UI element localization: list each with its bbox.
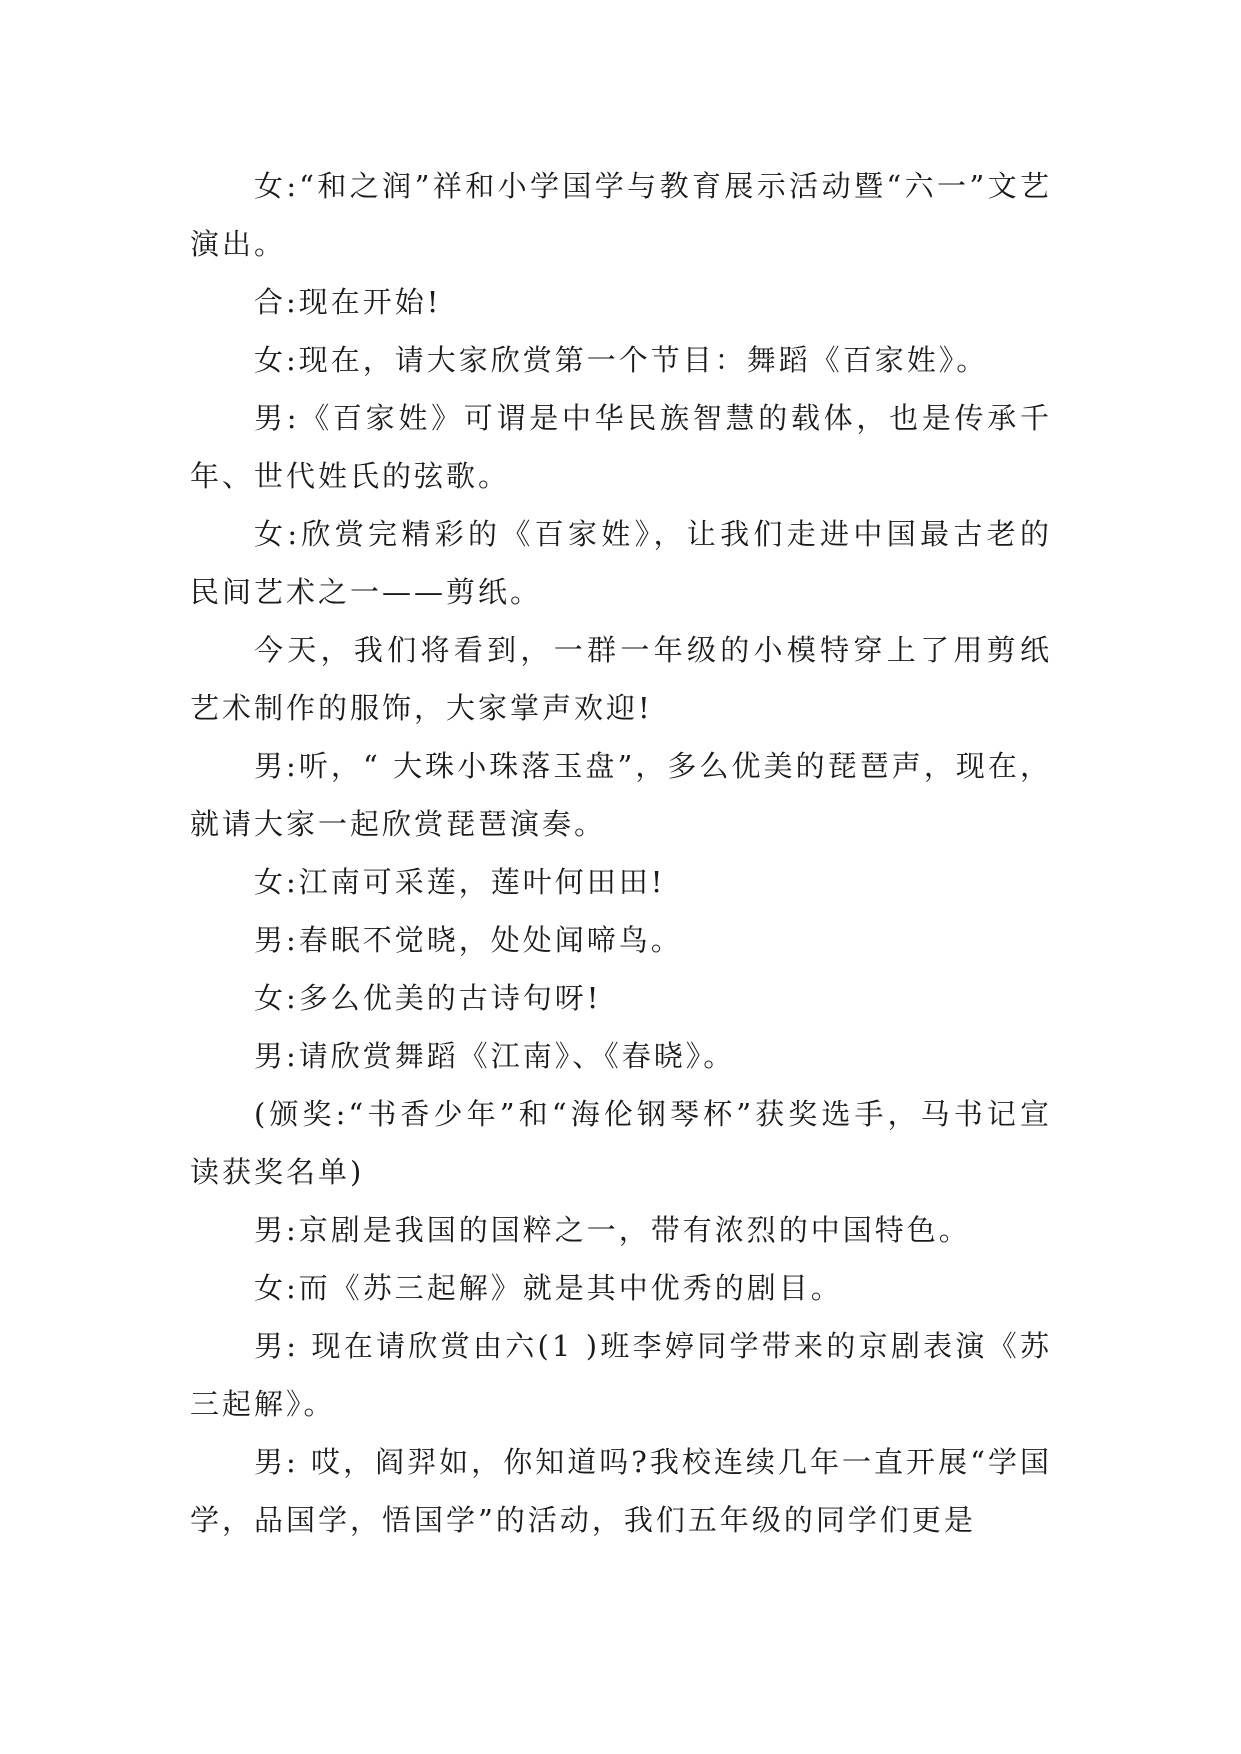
paragraph-7: 男:听，“ 大珠小珠落玉盘”，多么优美的琵琶声，现在，就请大家一起欣赏琵琶演奏。 (190, 749, 1052, 841)
paragraph-5: 女:欣赏完精彩的《百家姓》，让我们走进中国最古老的民间艺术之一——剪纸。 (190, 517, 1052, 609)
paragraph-9: 男:春眠不觉晓，处处闻啼鸟。 (254, 923, 683, 957)
paragraph-12: (颁奖:“书香少年”和“海伦钢琴杯”获奖选手，马书记宣读获奖名单) (190, 1097, 1052, 1189)
paragraph-15: 男: 现在请欣赏由六(1 )班李婷同学带来的京剧表演《苏三起解》。 (190, 1329, 1052, 1421)
paragraph-3: 女:现在，请大家欣赏第一个节目：舞蹈《百家姓》。 (254, 343, 989, 377)
paragraph-14: 女:而《苏三起解》就是其中优秀的剧目。 (254, 1271, 843, 1305)
paragraph-13: 男:京剧是我国的国粹之一，带有浓烈的中国特色。 (254, 1213, 971, 1247)
paragraph-1: 女:“和之润”祥和小学国学与教育展示活动暨“六一”文艺演出。 (190, 169, 1052, 261)
paragraph-16: 男: 哎，阎羿如，你知道吗?我校连续几年一直开展“学国学，品国学，悟国学”的活动，我们五年级的同学们更是 (190, 1445, 1052, 1537)
paragraph-4: 男:《百家姓》可谓是中华民族智慧的载体，也是传承千年、世代姓氏的弦歌。 (190, 401, 1052, 493)
paragraph-6: 今天，我们将看到，一群一年级的小模特穿上了用剪纸艺术制作的服饰，大家掌声欢迎! (190, 633, 1052, 725)
paragraph-8: 女:江南可采莲，莲叶何田田! (254, 865, 666, 899)
document-body (190, 157, 1052, 1549)
paragraph-2: 合:现在开始! (254, 285, 442, 319)
paragraph-10: 女:多么优美的古诗句呀! (254, 981, 602, 1015)
paragraph-11: 男:请欣赏舞蹈《江南》、《春晓》。 (254, 1039, 736, 1073)
